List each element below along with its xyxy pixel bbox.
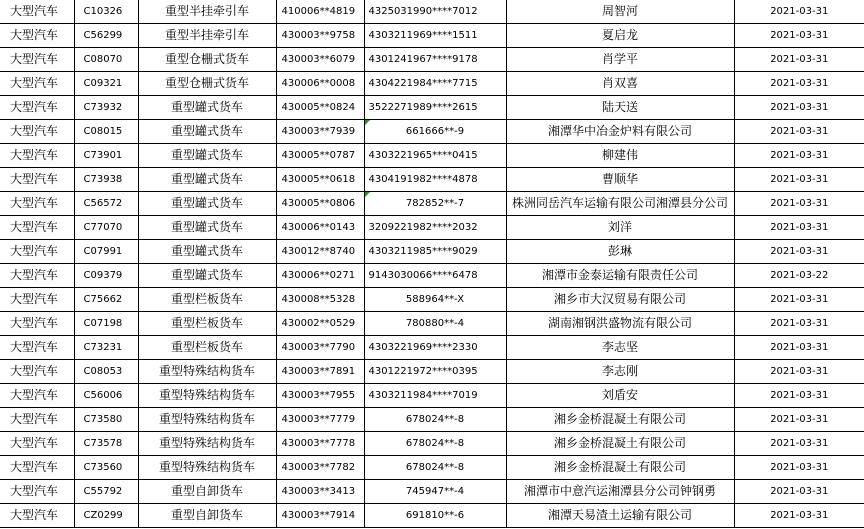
cell-vehicle-type: 重型仓栅式货车 bbox=[138, 48, 276, 72]
cell-date: 2021-03-31 bbox=[734, 192, 864, 216]
cell-code: C77070 bbox=[74, 216, 138, 240]
cell-vehicle-type: 重型特殊结构货车 bbox=[138, 384, 276, 408]
cell-vehicle-class: 大型汽车 bbox=[0, 432, 74, 456]
cell-vehicle-type: 重型半挂牵引车 bbox=[138, 0, 276, 24]
cell-vehicle-type: 重型仓栅式货车 bbox=[138, 72, 276, 96]
cell-plate-number: 430005**0618 bbox=[276, 168, 364, 192]
table-row bbox=[0, 96, 864, 120]
cell-plate-number: 430003**9758 bbox=[276, 24, 364, 48]
cell-id-number: 678024**-8 bbox=[364, 432, 506, 456]
cell-date: 2021-03-31 bbox=[734, 336, 864, 360]
cell-vehicle-type: 重型特殊结构货车 bbox=[138, 432, 276, 456]
cell-code: CZ0299 bbox=[74, 504, 138, 528]
cell-vehicle-class: 大型汽车 bbox=[0, 384, 74, 408]
cell-vehicle-type: 重型特殊结构货车 bbox=[138, 456, 276, 480]
cell-owner: 湖南湘钢洪盛物流有限公司 bbox=[506, 312, 734, 336]
cell-id-number: 4301221972****0395 bbox=[364, 360, 506, 384]
cell-code: C75662 bbox=[74, 288, 138, 312]
cell-plate-number: 430003**7782 bbox=[276, 456, 364, 480]
cell-id-number: 745947**-4 bbox=[364, 480, 506, 504]
cell-vehicle-type: 重型罐式货车 bbox=[138, 96, 276, 120]
cell-date: 2021-03-31 bbox=[734, 72, 864, 96]
cell-id-number: 661666**-9 bbox=[364, 120, 506, 144]
cell-vehicle-class: 大型汽车 bbox=[0, 24, 74, 48]
cell-vehicle-class: 大型汽车 bbox=[0, 0, 74, 24]
table-row bbox=[0, 48, 864, 72]
cell-plate-number: 430006**0143 bbox=[276, 216, 364, 240]
table-row bbox=[0, 192, 864, 216]
cell-id-number: 4325031990****7012 bbox=[364, 0, 506, 24]
cell-date: 2021-03-31 bbox=[734, 240, 864, 264]
cell-owner: 湘潭天易渣土运输有限公司 bbox=[506, 504, 734, 528]
cell-vehicle-class: 大型汽车 bbox=[0, 192, 74, 216]
cell-vehicle-class: 大型汽车 bbox=[0, 72, 74, 96]
cell-id-number: 4303211969****1511 bbox=[364, 24, 506, 48]
cell-code: C07991 bbox=[74, 240, 138, 264]
cell-date: 2021-03-31 bbox=[734, 0, 864, 24]
table-row bbox=[0, 0, 864, 24]
cell-plate-number: 430003**6079 bbox=[276, 48, 364, 72]
cell-vehicle-class: 大型汽车 bbox=[0, 312, 74, 336]
cell-vehicle-class: 大型汽车 bbox=[0, 48, 74, 72]
cell-code: C56006 bbox=[74, 384, 138, 408]
cell-plate-number: 430008**5328 bbox=[276, 288, 364, 312]
table-row bbox=[0, 432, 864, 456]
cell-id-number: 4303211984****7019 bbox=[364, 384, 506, 408]
cell-id-number: 4303211985****9029 bbox=[364, 240, 506, 264]
cell-code: C08015 bbox=[74, 120, 138, 144]
cell-code: C07198 bbox=[74, 312, 138, 336]
cell-plate-number: 430002**0529 bbox=[276, 312, 364, 336]
table-row bbox=[0, 24, 864, 48]
cell-vehicle-type: 重型自卸货车 bbox=[138, 504, 276, 528]
cell-code: C08053 bbox=[74, 360, 138, 384]
cell-vehicle-type: 重型栏板货车 bbox=[138, 312, 276, 336]
cell-plate-number: 430003**3413 bbox=[276, 480, 364, 504]
cell-date: 2021-03-31 bbox=[734, 288, 864, 312]
cell-vehicle-class: 大型汽车 bbox=[0, 480, 74, 504]
cell-plate-number: 430005**0806 bbox=[276, 192, 364, 216]
cell-id-number: 691810**-6 bbox=[364, 504, 506, 528]
cell-vehicle-class: 大型汽车 bbox=[0, 408, 74, 432]
table-row bbox=[0, 120, 864, 144]
cell-vehicle-type: 重型特殊结构货车 bbox=[138, 408, 276, 432]
table-row bbox=[0, 504, 864, 528]
cell-plate-number: 430006**0271 bbox=[276, 264, 364, 288]
cell-vehicle-class: 大型汽车 bbox=[0, 168, 74, 192]
cell-owner: 曹顺华 bbox=[506, 168, 734, 192]
table-row bbox=[0, 216, 864, 240]
cell-owner: 湘乡金桥混凝土有限公司 bbox=[506, 432, 734, 456]
cell-code: C73231 bbox=[74, 336, 138, 360]
cell-id-number: 4303221965****0415 bbox=[364, 144, 506, 168]
table-row bbox=[0, 240, 864, 264]
cell-owner: 周智河 bbox=[506, 0, 734, 24]
cell-code: C56299 bbox=[74, 24, 138, 48]
cell-vehicle-class: 大型汽车 bbox=[0, 288, 74, 312]
cell-owner: 湘乡金桥混凝土有限公司 bbox=[506, 408, 734, 432]
cell-vehicle-type: 重型罐式货车 bbox=[138, 216, 276, 240]
cell-code: C73560 bbox=[74, 456, 138, 480]
cell-owner: 湘乡金桥混凝土有限公司 bbox=[506, 456, 734, 480]
cell-vehicle-type: 重型罐式货车 bbox=[138, 240, 276, 264]
cell-code: C73938 bbox=[74, 168, 138, 192]
cell-date: 2021-03-31 bbox=[734, 312, 864, 336]
table-row bbox=[0, 384, 864, 408]
cell-code: C09321 bbox=[74, 72, 138, 96]
cell-vehicle-class: 大型汽车 bbox=[0, 240, 74, 264]
cell-plate-number: 430003**7891 bbox=[276, 360, 364, 384]
cell-date: 2021-03-31 bbox=[734, 432, 864, 456]
cell-id-number: 678024**-8 bbox=[364, 456, 506, 480]
cell-owner: 湘潭市中意汽运湘潭县分公司钟钢勇 bbox=[506, 480, 734, 504]
cell-plate-number: 430012**8740 bbox=[276, 240, 364, 264]
table-row bbox=[0, 288, 864, 312]
cell-code: C73932 bbox=[74, 96, 138, 120]
table-row bbox=[0, 264, 864, 288]
cell-date: 2021-03-31 bbox=[734, 48, 864, 72]
cell-id-number: 4304191982****4878 bbox=[364, 168, 506, 192]
cell-vehicle-class: 大型汽车 bbox=[0, 216, 74, 240]
cell-owner: 株洲同岳汽车运输有限公司湘潭县分公司 bbox=[506, 192, 734, 216]
cell-id-number: 4303221969****2330 bbox=[364, 336, 506, 360]
cell-vehicle-class: 大型汽车 bbox=[0, 120, 74, 144]
cell-owner: 李志刚 bbox=[506, 360, 734, 384]
cell-id-number: 678024**-8 bbox=[364, 408, 506, 432]
cell-plate-number: 430003**7939 bbox=[276, 120, 364, 144]
cell-plate-number: 430003**7779 bbox=[276, 408, 364, 432]
cell-vehicle-class: 大型汽车 bbox=[0, 336, 74, 360]
cell-vehicle-class: 大型汽车 bbox=[0, 456, 74, 480]
table-row bbox=[0, 456, 864, 480]
cell-code: C09379 bbox=[74, 264, 138, 288]
cell-owner: 柳建伟 bbox=[506, 144, 734, 168]
cell-owner: 陆天送 bbox=[506, 96, 734, 120]
table-row bbox=[0, 168, 864, 192]
cell-date: 2021-03-22 bbox=[734, 264, 864, 288]
cell-code: C73580 bbox=[74, 408, 138, 432]
cell-vehicle-class: 大型汽车 bbox=[0, 504, 74, 528]
cell-vehicle-type: 重型罐式货车 bbox=[138, 264, 276, 288]
cell-date: 2021-03-31 bbox=[734, 168, 864, 192]
cell-vehicle-class: 大型汽车 bbox=[0, 264, 74, 288]
cell-vehicle-type: 重型罐式货车 bbox=[138, 120, 276, 144]
cell-owner: 刘盾安 bbox=[506, 384, 734, 408]
cell-date: 2021-03-31 bbox=[734, 384, 864, 408]
cell-vehicle-class: 大型汽车 bbox=[0, 144, 74, 168]
cell-owner: 湘潭华中冶金炉料有限公司 bbox=[506, 120, 734, 144]
table-row bbox=[0, 480, 864, 504]
cell-id-number: 3522271989****2615 bbox=[364, 96, 506, 120]
cell-plate-number: 430003**7955 bbox=[276, 384, 364, 408]
table-row bbox=[0, 360, 864, 384]
cell-owner: 夏启龙 bbox=[506, 24, 734, 48]
cell-plate-number: 430003**7778 bbox=[276, 432, 364, 456]
cell-plate-number: 410006**4819 bbox=[276, 0, 364, 24]
cell-vehicle-type: 重型栏板货车 bbox=[138, 336, 276, 360]
table-row bbox=[0, 72, 864, 96]
cell-vehicle-type: 重型半挂牵引车 bbox=[138, 24, 276, 48]
cell-vehicle-type: 重型栏板货车 bbox=[138, 288, 276, 312]
table-row bbox=[0, 336, 864, 360]
cell-vehicle-type: 重型特殊结构货车 bbox=[138, 360, 276, 384]
cell-date: 2021-03-31 bbox=[734, 408, 864, 432]
cell-date: 2021-03-31 bbox=[734, 24, 864, 48]
cell-owner: 刘洋 bbox=[506, 216, 734, 240]
cell-code: C10326 bbox=[74, 0, 138, 24]
cell-date: 2021-03-31 bbox=[734, 96, 864, 120]
cell-plate-number: 430003**7790 bbox=[276, 336, 364, 360]
cell-vehicle-type: 重型罐式货车 bbox=[138, 144, 276, 168]
cell-date: 2021-03-31 bbox=[734, 360, 864, 384]
cell-owner: 湘潭市金泰运输有限责任公司 bbox=[506, 264, 734, 288]
cell-code: C73578 bbox=[74, 432, 138, 456]
cell-date: 2021-03-31 bbox=[734, 480, 864, 504]
cell-plate-number: 430005**0824 bbox=[276, 96, 364, 120]
cell-plate-number: 430005**0787 bbox=[276, 144, 364, 168]
cell-date: 2021-03-31 bbox=[734, 144, 864, 168]
cell-id-number: 588964**-X bbox=[364, 288, 506, 312]
cell-owner: 肖学平 bbox=[506, 48, 734, 72]
cell-plate-number: 430003**7914 bbox=[276, 504, 364, 528]
cell-vehicle-class: 大型汽车 bbox=[0, 360, 74, 384]
cell-id-number: 4304221984****7715 bbox=[364, 72, 506, 96]
cell-plate-number: 430006**0008 bbox=[276, 72, 364, 96]
cell-owner: 彭琳 bbox=[506, 240, 734, 264]
table-row bbox=[0, 408, 864, 432]
cell-vehicle-class: 大型汽车 bbox=[0, 96, 74, 120]
cell-owner: 李志坚 bbox=[506, 336, 734, 360]
cell-id-number: 4301241967****9178 bbox=[364, 48, 506, 72]
cell-owner: 湘乡市大汉贸易有限公司 bbox=[506, 288, 734, 312]
cell-id-number: 782852**-7 bbox=[364, 192, 506, 216]
cell-code: C56572 bbox=[74, 192, 138, 216]
cell-code: C55792 bbox=[74, 480, 138, 504]
table-row bbox=[0, 312, 864, 336]
cell-vehicle-type: 重型自卸货车 bbox=[138, 480, 276, 504]
table-row bbox=[0, 144, 864, 168]
cell-code: C73901 bbox=[74, 144, 138, 168]
cell-id-number: 9143030066****6478 bbox=[364, 264, 506, 288]
cell-id-number: 780880**-4 bbox=[364, 312, 506, 336]
cell-date: 2021-03-31 bbox=[734, 504, 864, 528]
cell-vehicle-type: 重型罐式货车 bbox=[138, 192, 276, 216]
cell-date: 2021-03-31 bbox=[734, 456, 864, 480]
cell-date: 2021-03-31 bbox=[734, 216, 864, 240]
cell-id-number: 3209221982****2032 bbox=[364, 216, 506, 240]
cell-date: 2021-03-31 bbox=[734, 120, 864, 144]
cell-vehicle-type: 重型罐式货车 bbox=[138, 168, 276, 192]
cell-owner: 肖双喜 bbox=[506, 72, 734, 96]
cell-code: C08070 bbox=[74, 48, 138, 72]
